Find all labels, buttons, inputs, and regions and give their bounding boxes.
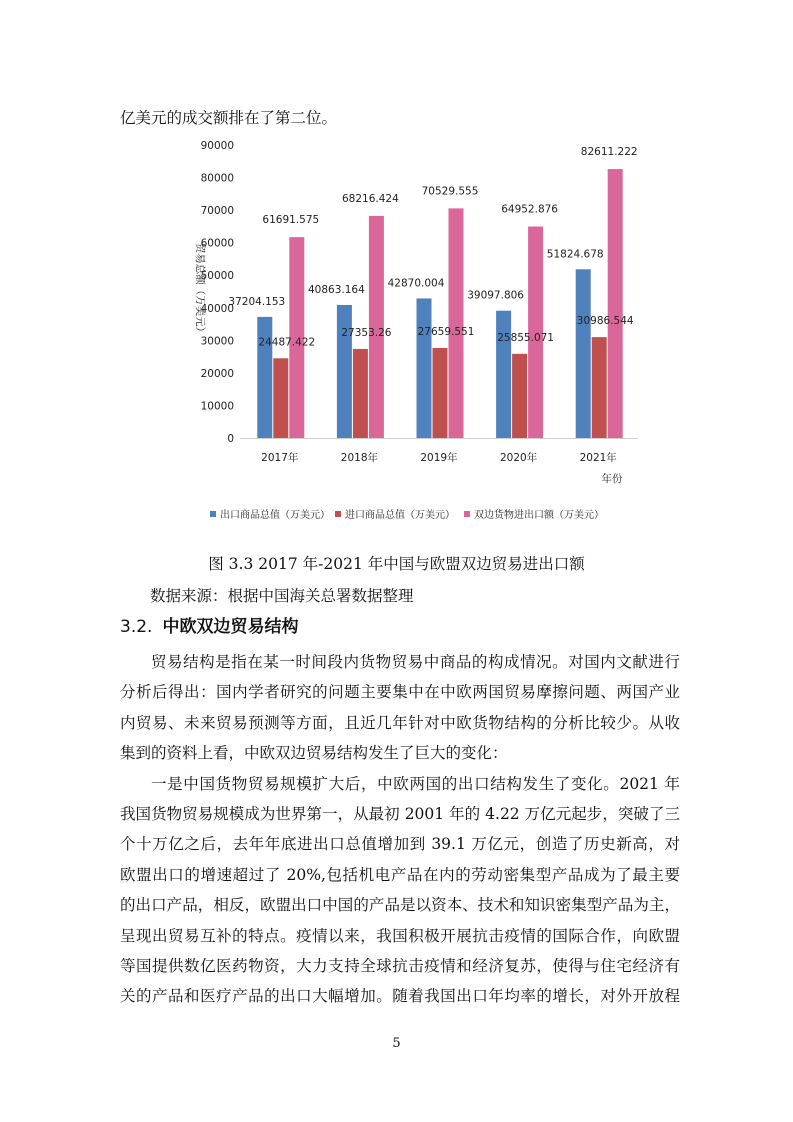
bar	[273, 358, 288, 438]
body-line: 呈现出贸易互补的特点。疫情以来，我国积极开展抗击疫情的国际合作，向欧盟	[120, 926, 680, 945]
legend-label: 双边货物进出口额（万美元）	[474, 510, 604, 521]
bar	[337, 305, 352, 438]
bar	[417, 298, 432, 438]
section-title: 中欧双边贸易结构	[162, 617, 299, 637]
y-tick-label: 0	[227, 433, 234, 445]
y-tick-label: 60000	[200, 237, 234, 250]
data-label: 27353.26	[341, 326, 392, 339]
x-tick-label: 2021年	[579, 452, 617, 464]
intro-line: 亿美元的成交额排在了第二位。	[120, 109, 338, 127]
bar	[496, 311, 511, 438]
body-line: 分析后得出：国内学者研究的问题主要集中在中欧两国贸易摩擦问题、两国产业	[120, 683, 680, 702]
y-tick-label: 10000	[200, 400, 234, 413]
y-tick-label: 30000	[200, 335, 234, 348]
y-tick-label: 90000	[200, 140, 234, 152]
body-line: 等国提供数亿医药物资，大力支持全球抗击疫情和经济复苏，使得与住宅经济有	[120, 957, 680, 975]
y-axis-label: 贸易总额（万美元）	[194, 242, 206, 338]
data-label: 24487.422	[258, 336, 316, 349]
data-label: 27659.551	[417, 325, 475, 338]
data-label: 39097.806	[467, 289, 524, 302]
y-tick-label: 80000	[200, 172, 234, 185]
page-number: 5	[392, 1036, 401, 1051]
body-line: 一是中国货物贸易规模扩大后，中欧两国的出口结构发生了变化。2021 年	[151, 774, 680, 793]
y-tick-label: 70000	[200, 205, 234, 218]
legend-label: 出口商品总值（万美元）	[220, 510, 330, 521]
data-label: 61691.575	[262, 214, 320, 227]
body-line: 个十万亿之后，去年年底进出口总值增加到 39.1 万亿元，创造了历史新高，对	[120, 835, 680, 854]
body-line: 我国货物贸易规模成为世界第一，从最初 2001 年的 4.22 万亿元起步，突破了三	[120, 805, 680, 823]
bar	[608, 169, 623, 438]
y-tick-label: 40000	[200, 302, 234, 315]
bar	[257, 317, 272, 438]
data-label: 64952.876	[501, 203, 558, 216]
section-number: 3.2.	[120, 617, 153, 637]
legend-label: 进口商品总值（万美元）	[345, 510, 455, 521]
bar	[592, 337, 607, 438]
figure-caption: 图 3.3 2017 年-2021 年中国与欧盟双边贸易进出口额	[208, 555, 585, 573]
section-heading	[120, 612, 298, 637]
bar-chart	[0, 0, 793, 540]
x-tick-label: 2018年	[340, 452, 379, 464]
body-line: 的出口产品，相反，欧盟出口中国的产品是以资本、技术和知识密集型产品为主，	[120, 896, 680, 915]
legend-swatch	[464, 511, 470, 517]
data-label: 37204.153	[228, 295, 286, 308]
x-tick-label: 2017年	[261, 452, 299, 464]
y-tick-label: 50000	[200, 270, 234, 283]
data-label: 40863.164	[308, 283, 365, 296]
x-tick-label: 2019年	[420, 452, 458, 464]
data-label: 51824.678	[546, 248, 604, 261]
bar	[433, 348, 448, 438]
body-line: 欧盟出口的增速超过了 20%,包括机电产品在内的劳动密集型产品成为了最主要	[120, 865, 680, 884]
x-axis-label: 年份	[601, 473, 623, 485]
bar	[576, 269, 591, 438]
data-source: 数据来源：根据中国海关总署数据整理	[150, 587, 414, 605]
legend-swatch	[335, 511, 341, 517]
data-label: 42870.004	[387, 277, 445, 290]
bar	[449, 208, 464, 438]
data-label: 70529.555	[421, 185, 479, 198]
bar	[512, 354, 527, 438]
data-label: 82611.222	[580, 146, 638, 159]
body-line: 贸易结构是指在某一时间段内货物贸易中商品的构成情况。对国内文献进行	[151, 653, 680, 671]
data-label: 68216.424	[342, 192, 399, 205]
body-line: 集到的资料上看，中欧双边贸易结构发生了巨大的变化：	[120, 744, 508, 763]
data-label: 25855.071	[497, 331, 554, 344]
body-line: 关的产品和医疗产品的出口大幅增加。随着我国出口年均率的增长，对外开放程	[120, 987, 680, 1006]
y-tick-label: 20000	[200, 367, 234, 380]
bar	[353, 349, 368, 438]
x-tick-label: 2020年	[499, 452, 538, 464]
body-line: 内贸易、未来贸易预测等方面，且近几年针对中欧货物结构的分析比较少。从收	[120, 713, 680, 732]
data-label: 30986.544	[576, 315, 634, 328]
legend-swatch	[210, 511, 216, 517]
